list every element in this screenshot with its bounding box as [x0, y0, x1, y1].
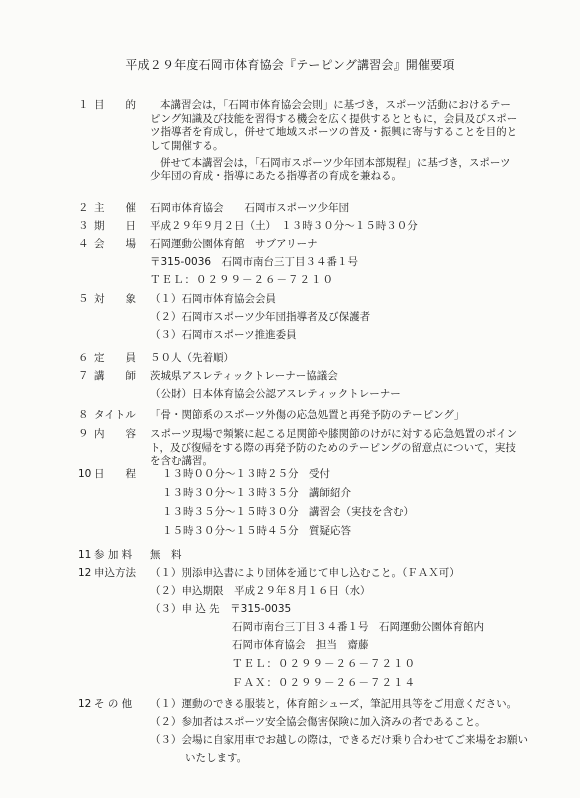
section-number: 12	[78, 698, 92, 710]
target-item: （２）石岡市スポーツ少年団指導者及び保護者	[150, 311, 371, 323]
section-label: 定 員	[94, 352, 136, 364]
section-number: ８	[78, 409, 89, 421]
schedule-item: １３時３０分～１３時３５分 講師紹介	[162, 487, 351, 499]
section-label: タイトル	[94, 409, 136, 421]
target-item: （１）石岡市体育協会会員	[150, 293, 276, 305]
section-label: 目 的	[94, 99, 136, 111]
date-value: 平成２９年９月２日（土） １３時３０分～１５時３０分	[150, 220, 418, 232]
instructor-value: 茨城県アスレティックトレーナー協議会	[150, 370, 338, 382]
application-deadline: （２）申込期限 平成２９年８月１６日（水）	[150, 585, 371, 597]
other-item-continued: いたします。	[185, 752, 248, 764]
capacity-value: ５０人（先着順）	[150, 352, 234, 364]
section-number: ３	[78, 220, 89, 232]
application-address: （３）申 込 先 〒315-0035	[150, 603, 292, 615]
target-item: （３）石岡市スポーツ推進委員	[150, 329, 297, 341]
section-label: 対 象	[94, 293, 136, 305]
schedule-item: １３時３５分～１５時３０分 講習会（実技を含む）	[162, 506, 414, 518]
other-item: （１）運動のできる服装と，体育館シューズ，筆記用具等をご用意ください。	[150, 698, 518, 710]
application-item: （１）別添申込書により団体を通じて申し込むこと。（ＦＡＸ可）	[150, 567, 460, 579]
section-number: ５	[78, 293, 89, 305]
other-item: （３）会場に自家用車でお越しの際は，できるだけ乗り合わせてご来場をお願い	[150, 734, 528, 746]
application-phone: ＴＥＬ：０２９９－２６－７２１０	[232, 658, 416, 670]
section-number: １	[78, 99, 89, 111]
other-item: （２）参加者はスポーツ安全協会傷害保険に加入済みの者であること。	[150, 716, 486, 728]
venue-address-text: 〒315-0036 石岡市南台三丁目３４番１号	[150, 256, 359, 268]
organizer-value: 石岡市体育協会 石岡市スポーツ少年団	[150, 202, 350, 214]
fee-value: 無 料	[150, 549, 182, 561]
schedule-item: １５時３０分～１５時４５分 質疑応答	[162, 525, 351, 537]
document-title: 平成２９年度石岡市体育協会『テーピング講習会』開催要項	[125, 58, 455, 72]
lecture-title-value: 「骨・関節系のスポーツ外傷の応急処置と再発予防のテーピング」	[150, 409, 465, 421]
section-label: そ の 他	[94, 698, 133, 710]
section-number: ２	[78, 202, 89, 214]
venue-value: 石岡運動公園体育館 サブアリーナ	[150, 238, 318, 250]
application-address-line: 石岡市南台三丁目３４番１号 石岡運動公園体育館内	[232, 621, 484, 633]
section-label: 参 加 料	[94, 549, 133, 561]
section-number: ９	[78, 428, 89, 440]
section-label: 主 催	[94, 202, 136, 214]
section-number: ６	[78, 352, 89, 364]
application-contact: 石岡市体育協会 担当 齋藤	[232, 639, 369, 651]
application-fax: ＦＡＸ：０２９９－２６－７２１４	[232, 677, 416, 689]
venue-phone-text: ＴＥＬ：０２９９－２６－７２１０	[150, 274, 334, 286]
purpose-paragraph-2: 併せて本講習会は，「石岡市スポーツ少年団本部規程」に基づき，スポーツ少年団の育成・指導にあたる指導者の育成を兼ねる。	[150, 156, 511, 183]
section-label: 講 師	[94, 370, 136, 382]
section-number: 12	[78, 567, 92, 579]
section-label: 会 場	[94, 238, 136, 250]
instructor-detail-text: （公財）日本体育協会公認アスレティックトレーナー	[150, 388, 401, 400]
purpose-paragraph-1: 本講習会は，「石岡市体育協会会則」に基づき，スポーツ活動におけるテーピング知識及び技能を習得する機会を広く提供するとともに，会員及びスポーツ指導者を育成し，併せて地域スポーツの普及・振興に寄与することを目的として開催する。	[150, 99, 518, 152]
section-label: 日 程	[94, 468, 136, 480]
section-number: ７	[78, 370, 89, 382]
schedule-item: １３時００分～１３時２５分 受付	[162, 468, 330, 480]
section-label: 申込方法	[94, 567, 136, 579]
section-number: 11	[78, 549, 92, 561]
content-value: スポーツ現場で頻繁に起こる足関節や膝関節のけがに対する応急処置のポイント，及び復帰をする際の再発予防のためのテーピングの留意点について，実技を含む講習。	[150, 428, 518, 468]
section-text	[150, 99, 520, 184]
section-number: 10	[78, 468, 92, 480]
section-label: 内 容	[94, 428, 136, 440]
section-label: 期 日	[94, 220, 136, 232]
section-number: ４	[78, 238, 89, 250]
